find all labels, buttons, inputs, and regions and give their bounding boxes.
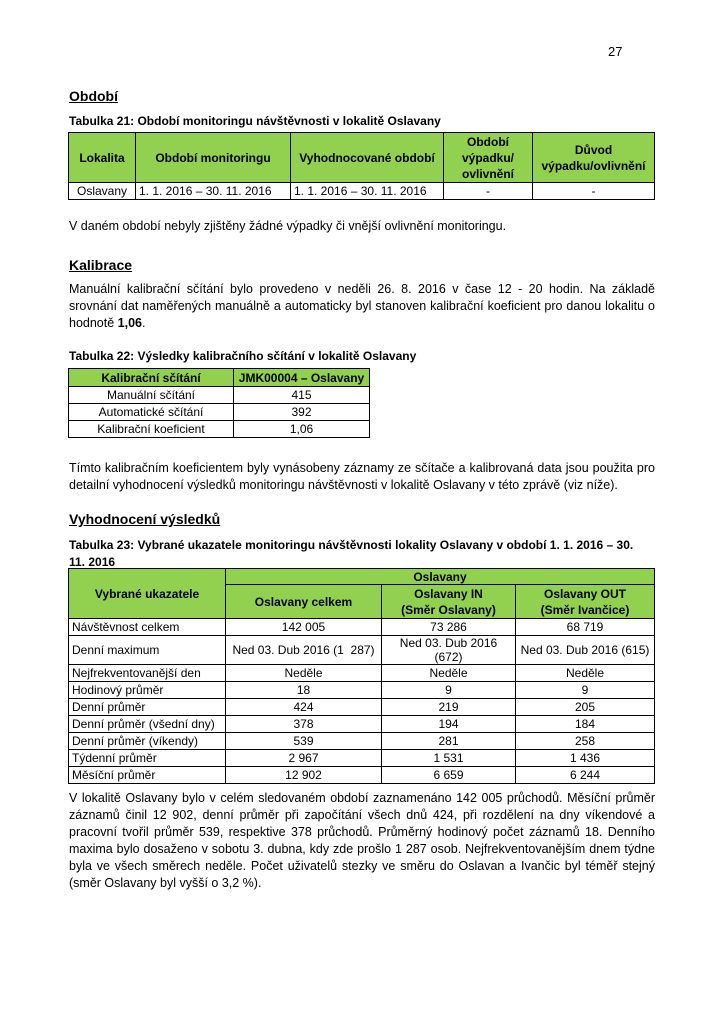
table-cell: Měsíční průměr — [69, 767, 226, 784]
table-header-cell: JMK00004 – Oslavany — [234, 369, 370, 387]
table-23-caption — [69, 537, 633, 571]
table-row — [69, 619, 655, 636]
table-cell: Hodinový průměr — [69, 682, 226, 699]
table-cell: 73 286 — [382, 619, 516, 636]
table-cell: 18 — [226, 682, 382, 699]
table-cell: Denní maximum — [69, 636, 226, 665]
table-23 — [68, 568, 655, 784]
kalibrace-note: Tímto kalibračním koeficientem byly vynásobeny záznamy ze sčítače a kalibrovaná data jsou použita pro detailní vyhodnocení výsledků monitoringu návštěvnosti v lokalitě Oslavany v této zprávě (viz níže). — [69, 461, 655, 492]
table-cell: Neděle — [382, 665, 516, 682]
table-cell: 205 — [516, 699, 655, 716]
kalibrace-coefficient: 1,06 — [117, 316, 143, 330]
section-heading-kalibrace: Kalibrace — [69, 257, 133, 273]
section-heading-obdobi: Období — [69, 88, 118, 104]
table-header-cell: Kalibrační sčítání — [69, 369, 234, 387]
table-cell: Návštěvnost celkem — [69, 619, 226, 636]
table-cell: Denní průměr (všední dny) — [69, 716, 226, 733]
table-cell: Denní průměr — [69, 699, 226, 716]
table-cell: - — [533, 183, 655, 200]
table-header-cell: Důvod výpadku/ovlivnění — [533, 133, 655, 183]
table-21-caption: Tabulka 21: Období monitoringu návštěvnosti v lokalitě Oslavany — [69, 114, 441, 128]
table-cell: 415 — [234, 387, 370, 404]
header-line: (Směr Ivančice) — [540, 602, 630, 617]
kalibrace-text-end: . — [142, 316, 146, 330]
table-cell: 1,06 — [234, 421, 370, 438]
table-header-cell — [382, 585, 516, 619]
table-cell: - — [444, 183, 533, 200]
table-row — [69, 387, 370, 404]
table-cell: 194 — [382, 716, 516, 733]
table-cell: Manuální sčítání — [69, 387, 234, 404]
header-line: Oslavany OUT — [543, 586, 627, 601]
table-cell: 6 659 — [382, 767, 516, 784]
table-row — [69, 750, 655, 767]
table-row — [69, 767, 655, 784]
table-cell: Ned 03. Dub 2016 (1 287) — [226, 636, 382, 665]
table-cell: 424 — [226, 699, 382, 716]
table-cell: 184 — [516, 716, 655, 733]
table-cell: 1. 1. 2016 – 30. 11. 2016 — [136, 183, 291, 200]
table-row — [69, 699, 655, 716]
table-row — [69, 682, 655, 699]
table-cell: Ned 03. Dub 2016 (672) — [382, 636, 516, 665]
table-22 — [68, 368, 370, 438]
caption-line: 11. 2016 — [69, 555, 116, 569]
table-header-cell: Vybrané ukazatele — [69, 569, 226, 619]
table-21 — [68, 132, 655, 200]
table-cell: Nejfrekventovanější den — [69, 665, 226, 682]
table-cell: 1 531 — [382, 750, 516, 767]
table-cell: 219 — [382, 699, 516, 716]
table-22-caption: Tabulka 22: Výsledky kalibračního sčítání v lokalitě Oslavany — [69, 349, 417, 363]
header-line: (Směr Oslavany) — [401, 602, 496, 617]
table-row — [69, 636, 655, 665]
kalibrace-paragraph — [69, 281, 655, 332]
table-cell: 2 967 — [226, 750, 382, 767]
table-cell: 68 719 — [516, 619, 655, 636]
table-cell: Neděle — [226, 665, 382, 682]
table-cell: Neděle — [516, 665, 655, 682]
table-cell: Kalibrační koeficient — [69, 421, 234, 438]
table-cell: Týdenní průměr — [69, 750, 226, 767]
table-row — [69, 421, 370, 438]
table-header-group: Oslavany — [226, 569, 655, 585]
table-row — [69, 716, 655, 733]
section-heading-vysledky: Vyhodnocení výsledků — [69, 511, 221, 527]
table-row — [69, 665, 655, 682]
table-row — [69, 183, 655, 200]
table-cell: 281 — [382, 733, 516, 750]
table-cell: 378 — [226, 716, 382, 733]
table-cell: Automatické sčítání — [69, 404, 234, 421]
vysledky-summary: V lokalitě Oslavany bylo v celém sledovaném období zaznamenáno 142 005 průchodů. Měsíční průměr záznamů činil 12 902, denní průměr při započítání všech dnů 424, při rozdělení na dny víkendové a pracovní tvořil průměr 539, respektive 378 průchodů. Průměrný hodinový počet záznamů 18. Denního maxima bylo dosaženo v sobotu 3. dubna, kdy zde prošlo 1 287 osob. Nejfrekventovanějším dnem týdne byla ve všech směrech neděle. Počet uživatelů stezky ve směru do Oslavan a Ivančic byl téměř stejný (směr Oslavany byl vyšší o 3,2 %). — [69, 791, 655, 890]
table-cell: 6 244 — [516, 767, 655, 784]
table-cell: 142 005 — [226, 619, 382, 636]
kalibrace-text: Manuální kalibrační sčítání bylo provedeno v neděli 26. 8. 2016 v čase 12 - 20 hodin. Na základě srovnání dat naměřených manuálně a automaticky byl stanoven kalibrační koeficient pro danou lokalitu o hodnotě — [69, 282, 655, 330]
table-cell: 539 — [226, 733, 382, 750]
table-header-cell: Období monitoringu — [136, 133, 291, 183]
table-cell: 392 — [234, 404, 370, 421]
table-cell: 9 — [382, 682, 516, 699]
table-cell: Denní průměr (víkendy) — [69, 733, 226, 750]
table-cell: 12 902 — [226, 767, 382, 784]
table-header-cell: Vyhodnocované období — [291, 133, 444, 183]
table-header-cell: Oslavany celkem — [226, 585, 382, 619]
table-cell: 1. 1. 2016 – 30. 11. 2016 — [291, 183, 444, 200]
table-header-cell: Lokalita — [69, 133, 136, 183]
table-cell: Ned 03. Dub 2016 (615) — [516, 636, 655, 665]
page-number: 27 — [608, 44, 623, 59]
table-cell: Oslavany — [69, 183, 136, 200]
obdobi-note: V daném období nebyly zjištěny žádné výpadky či vnější ovlivnění monitoringu. — [69, 219, 507, 233]
table-row — [69, 404, 370, 421]
caption-line: Tabulka 23: Vybrané ukazatele monitoringu návštěvnosti lokality Oslavany v období 1. 1. 2016 – 30. — [69, 538, 634, 552]
table-header-cell: Období výpadku/ ovlivnění — [444, 133, 533, 183]
table-cell: 1 436 — [516, 750, 655, 767]
table-cell: 258 — [516, 733, 655, 750]
table-cell: 9 — [516, 682, 655, 699]
table-row — [69, 733, 655, 750]
table-header-cell — [516, 585, 655, 619]
header-line: Oslavany IN — [414, 586, 483, 601]
